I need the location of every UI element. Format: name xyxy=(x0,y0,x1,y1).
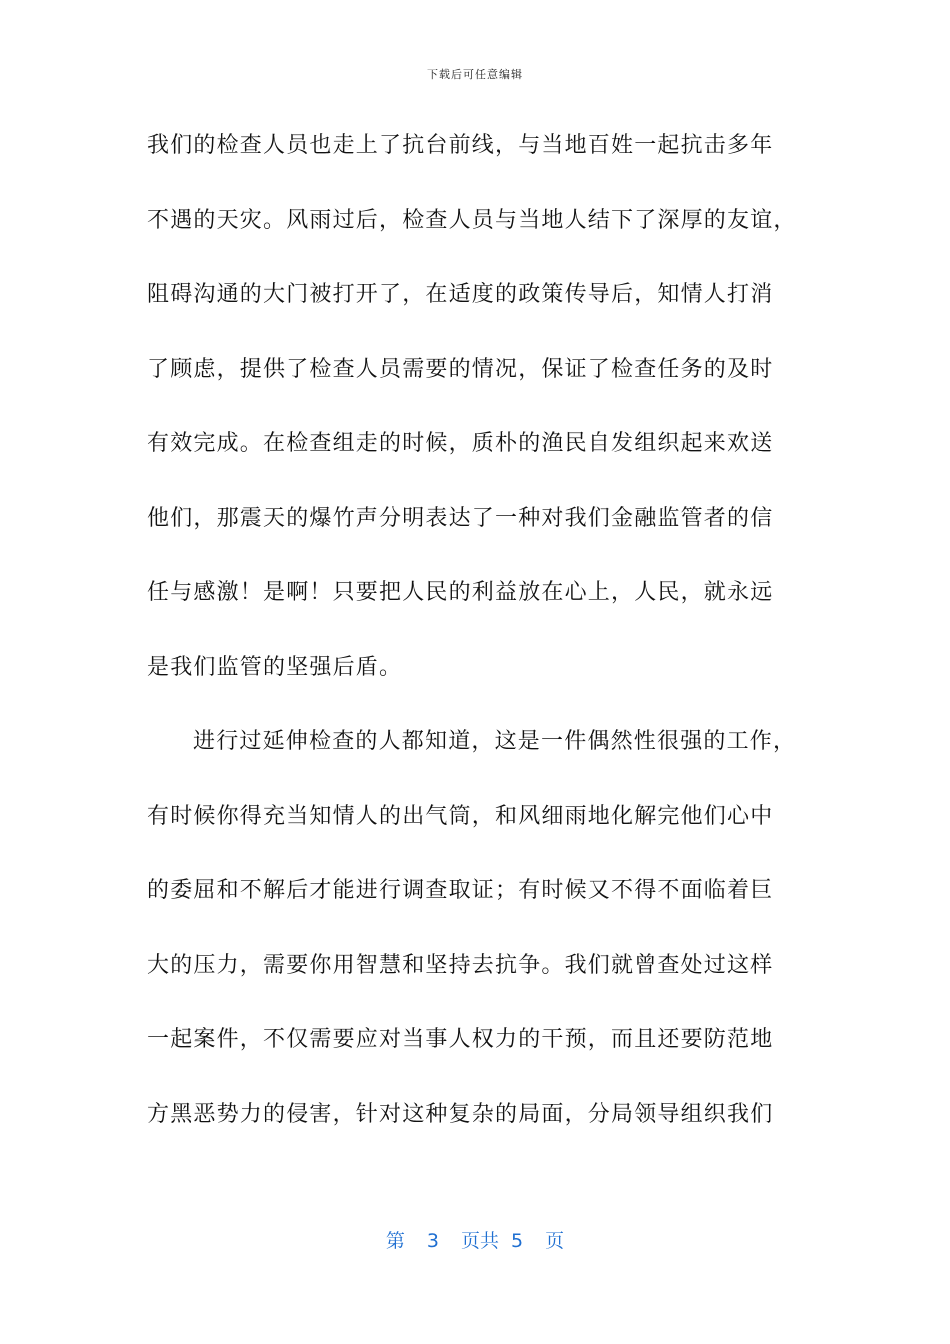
document-body xyxy=(147,126,807,1169)
page-header: 下载后可任意编辑 xyxy=(427,68,523,81)
text-line: 任与感激！是啊！只要把人民的利益放在心上，人民，就永远 xyxy=(147,580,774,605)
text-line: 了顾虑，提供了检查人员需要的情况，保证了检查任务的及时 xyxy=(147,356,774,382)
text-line: 一起案件，不仅需要应对当事人权力的干预，而且还要防范地 xyxy=(147,1027,774,1052)
text-line: 他们，那震天的爆竹声分明表达了一种对我们金融监管者的信 xyxy=(147,505,774,531)
text-line: 是我们监管的坚强后盾。 xyxy=(147,654,403,680)
text-line: 大的压力，需要你用智慧和坚持去抗争。我们就曾查处过这样 xyxy=(147,952,774,978)
text-line: 阻碍沟通的大门被打开了，在适度的政策传导后，知情人打消 xyxy=(147,282,774,307)
text-line: 的委屈和不解后才能进行调查取证；有时候又不得不面临着巨 xyxy=(147,878,774,903)
text-line: 有效完成。在检查组走的时候，质朴的渔民自发组织起来欢送 xyxy=(147,431,774,456)
total-pages-number: 5 xyxy=(511,1230,524,1252)
text-line: 不遇的天灾。风雨过后，检查人员与当地人结下了深厚的友谊， xyxy=(147,207,797,233)
current-page-number: 3 xyxy=(426,1230,439,1252)
text-line: 方黑恶势力的侵害，针对这种复杂的局面，分局领导组织我们 xyxy=(147,1101,774,1127)
page-label-prefix: 第 xyxy=(385,1230,405,1252)
page-footer xyxy=(0,1226,950,1253)
text-line: 我们的检查人员也走上了抗台前线，与当地百姓一起抗击多年 xyxy=(147,133,774,158)
text-line: 有时候你得充当知情人的出气筒，和风细雨地化解完他们心中 xyxy=(147,803,774,829)
text-line-indented: 进行过延伸检查的人都知道，这是一件偶然性很强的工作， xyxy=(193,729,797,754)
page-label-suffix: 页 xyxy=(545,1230,565,1252)
page-label-mid: 页共 xyxy=(460,1230,499,1252)
